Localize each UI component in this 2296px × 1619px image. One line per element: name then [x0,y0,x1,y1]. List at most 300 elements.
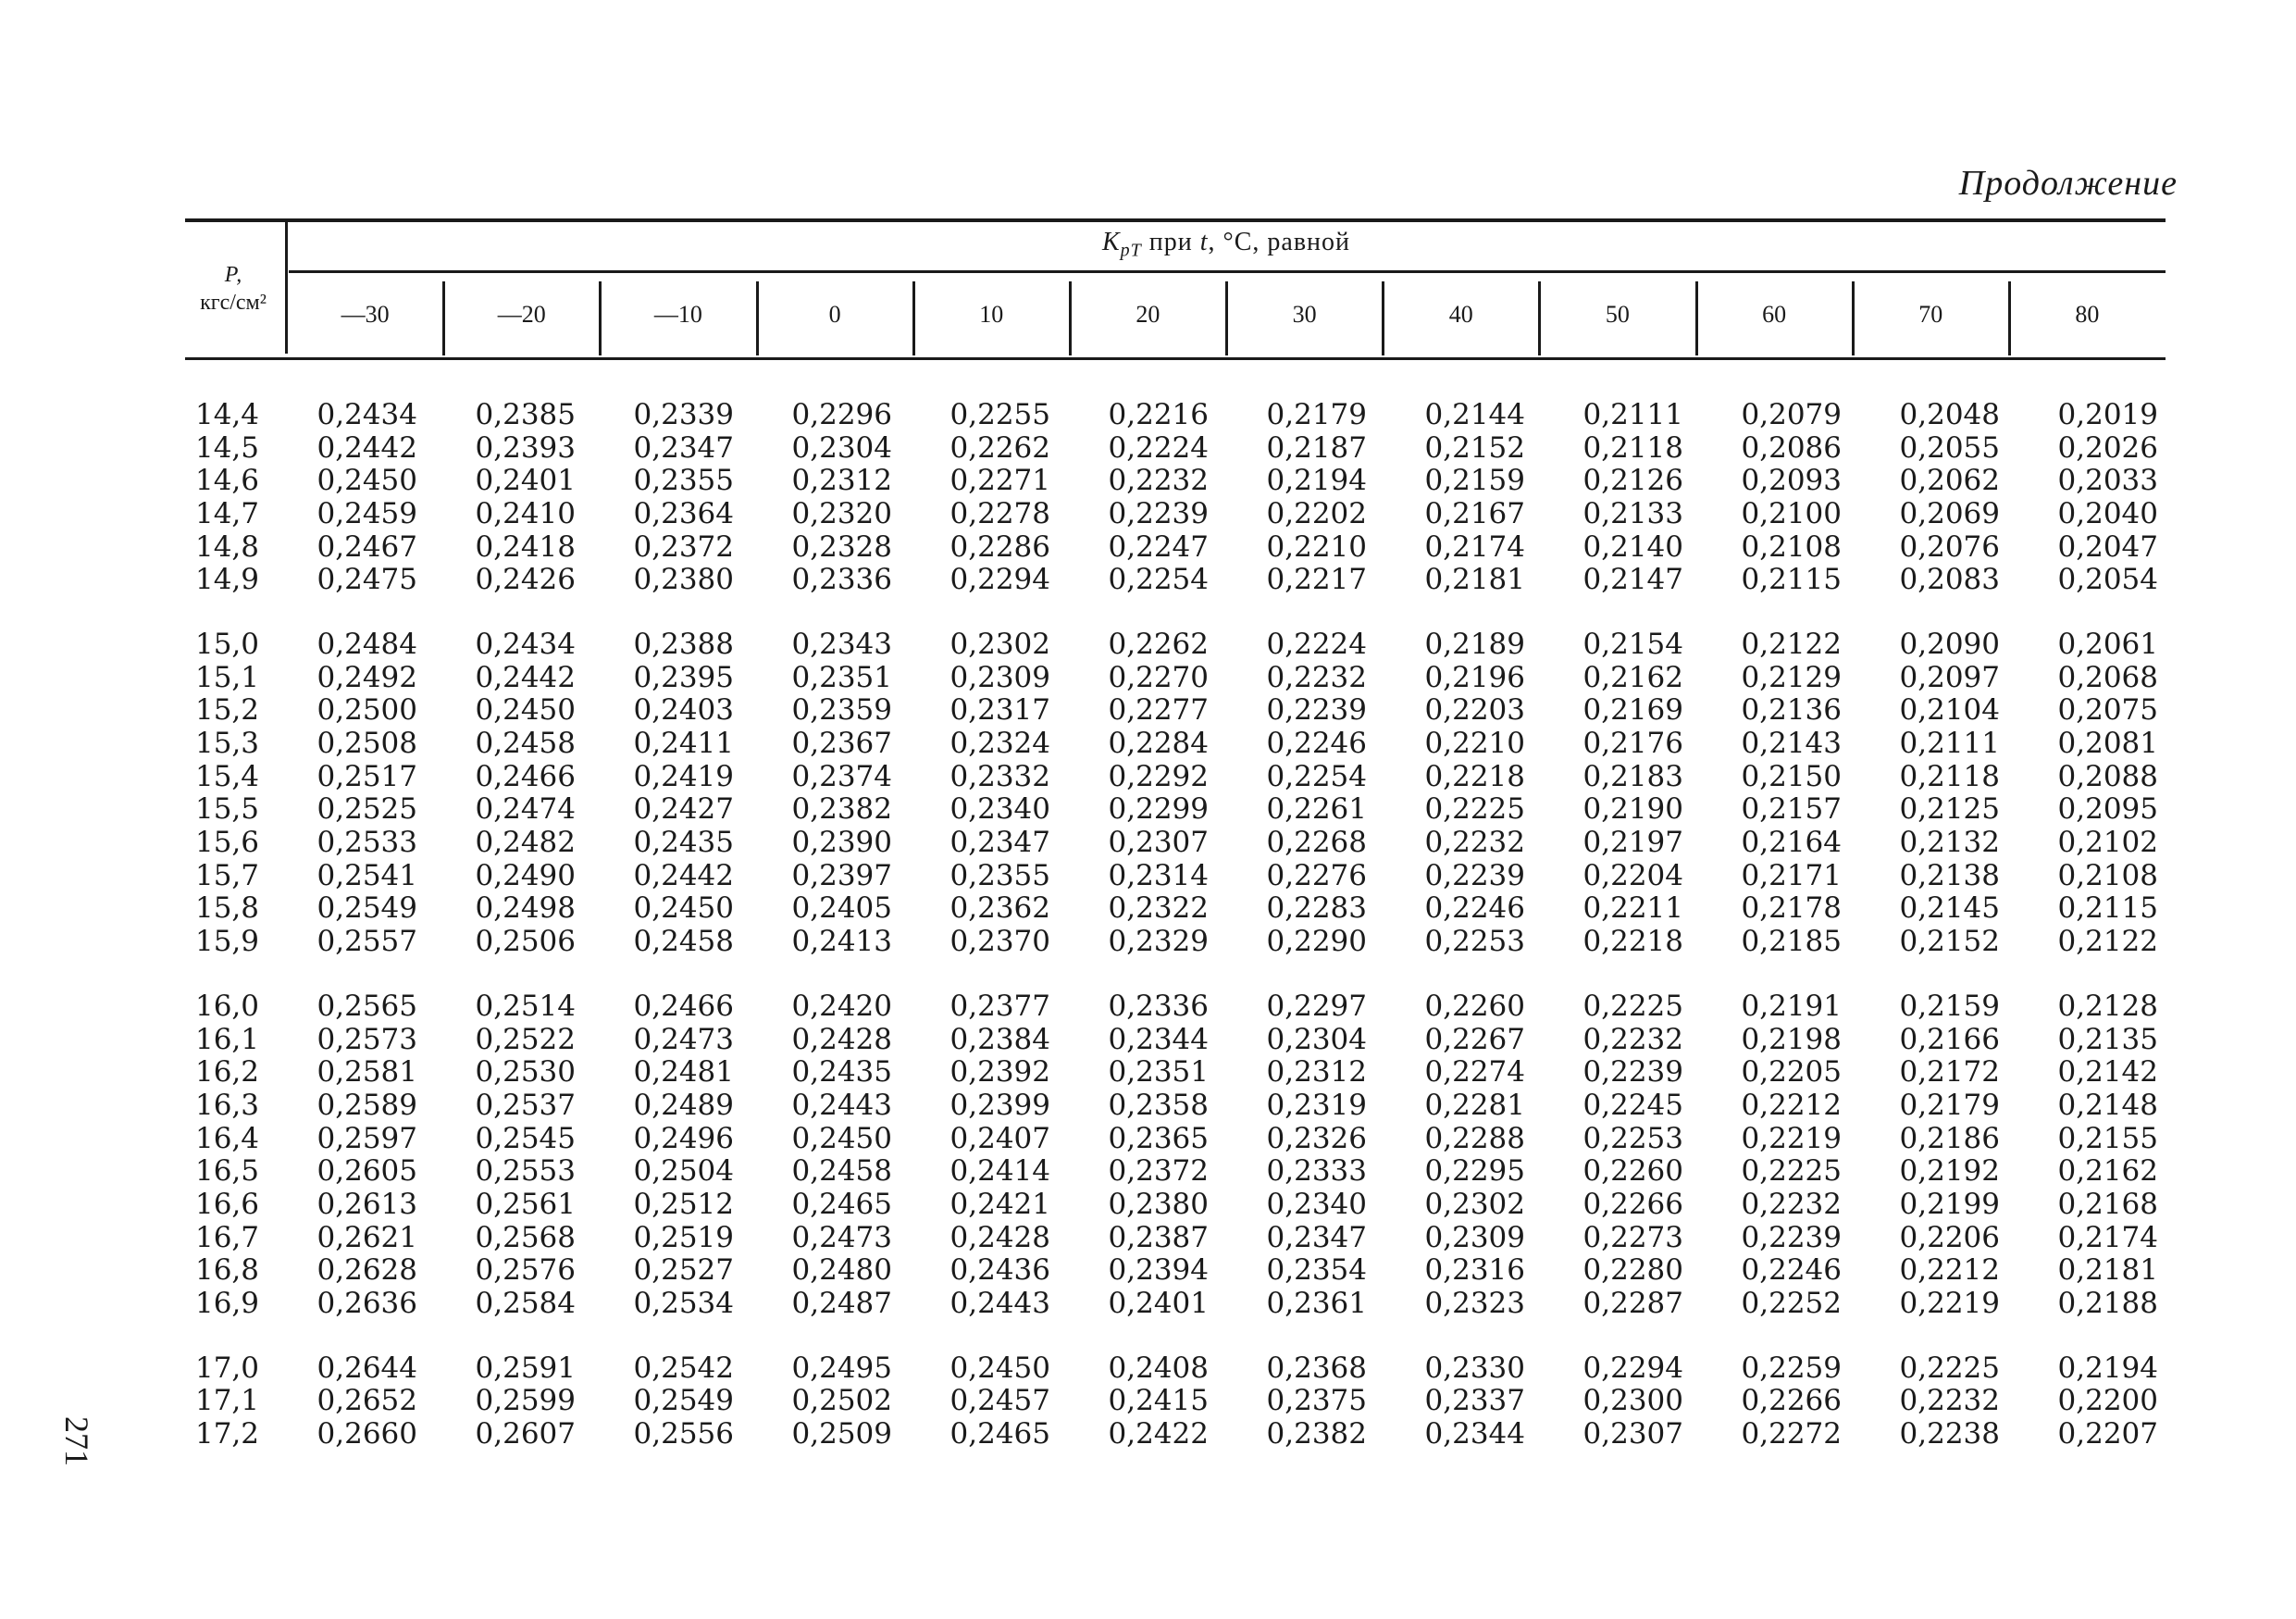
value-cell: 0,2397 [791,858,892,892]
header-column-separator [1069,281,1072,355]
value-cell: 0,2474 [475,792,576,827]
value-cell: 0,2260 [1424,989,1525,1023]
table-row [185,1351,2166,1385]
row-group [185,990,2166,1320]
value-cell: 0,2194 [2057,1351,2158,1385]
value-cell: 0,2181 [1424,563,1525,597]
value-cell: 0,2382 [791,792,892,827]
value-cell: 0,2246 [1741,1253,1842,1288]
value-cell: 0,2102 [2057,826,2158,860]
value-cell: 0,2118 [1582,430,1683,465]
value-cell: 0,2537 [475,1088,576,1122]
value-cell: 0,2545 [475,1121,576,1155]
temperature-header-cell: 0 [828,301,841,328]
value-cell: 0,2159 [1899,989,2000,1023]
value-cell: 0,2181 [2057,1253,2158,1288]
value-cell: 0,2179 [1266,397,1367,431]
pressure-cell: 14,8 [194,529,259,564]
table-row [185,1122,2166,1155]
value-cell: 0,2090 [1899,627,2000,661]
value-cell: 0,2393 [475,430,576,465]
pressure-cell: 15,0 [194,627,259,661]
value-cell: 0,2125 [1899,792,2000,827]
pressure-cell: 16,1 [194,1022,259,1056]
value-cell: 0,2212 [1741,1088,1842,1122]
value-cell: 0,2290 [1266,925,1367,959]
table-row [185,1417,2166,1451]
value-cell: 0,2294 [1582,1351,1683,1385]
pressure-cell: 16,4 [194,1121,259,1155]
value-cell: 0,2232 [1266,660,1367,694]
value-cell: 0,2434 [316,397,417,431]
value-cell: 0,2317 [949,693,1050,728]
value-cell: 0,2204 [1582,858,1683,892]
value-cell: 0,2048 [1899,397,2000,431]
value-cell: 0,2336 [1108,989,1209,1023]
value-cell: 0,2069 [1899,496,2000,530]
value-cell: 0,2413 [791,925,892,959]
value-cell: 0,2385 [475,397,576,431]
value-cell: 0,2299 [1108,792,1209,827]
value-cell: 0,2152 [1899,925,2000,959]
value-cell: 0,2361 [1266,1287,1367,1321]
header-column-separator [1382,281,1384,355]
value-cell: 0,2495 [791,1351,892,1385]
value-cell: 0,2394 [1108,1253,1209,1288]
value-cell: 0,2434 [475,627,576,661]
value-cell: 0,2135 [2057,1022,2158,1056]
value-cell: 0,2185 [1741,925,1842,959]
value-cell: 0,2178 [1741,891,1842,926]
value-cell: 0,2410 [475,496,576,530]
value-cell: 0,2126 [1582,464,1683,498]
value-cell: 0,2362 [949,891,1050,926]
value-cell: 0,2136 [1741,693,1842,728]
pressure-cell: 16,7 [194,1220,259,1254]
value-cell: 0,2365 [1108,1121,1209,1155]
value-cell: 0,2482 [475,826,576,860]
value-cell: 0,2458 [633,925,734,959]
value-cell: 0,2644 [316,1351,417,1385]
value-cell: 0,2255 [949,397,1050,431]
pressure-cell: 16,9 [194,1287,259,1321]
value-cell: 0,2152 [1424,430,1525,465]
value-cell: 0,2232 [1424,826,1525,860]
value-cell: 0,2199 [1899,1187,2000,1221]
value-cell: 0,2266 [1741,1384,1842,1418]
temperature-header-cell: 60 [1762,301,1787,328]
value-cell: 0,2414 [949,1154,1050,1189]
row-group [185,398,2166,596]
value-cell: 0,2304 [791,430,892,465]
value-cell: 0,2512 [633,1187,734,1221]
value-cell: 0,2367 [791,727,892,761]
pressure-cell: 16,6 [194,1187,259,1221]
temperature-header-cell: —20 [497,301,546,328]
value-cell: 0,2387 [1108,1220,1209,1254]
value-cell: 0,2490 [475,858,576,892]
value-cell: 0,2019 [2057,397,2158,431]
value-cell: 0,2401 [475,464,576,498]
value-cell: 0,2533 [316,826,417,860]
value-cell: 0,2225 [1899,1351,2000,1385]
value-cell: 0,2459 [316,496,417,530]
value-cell: 0,2525 [316,792,417,827]
value-cell: 0,2418 [475,529,576,564]
value-cell: 0,2239 [1108,496,1209,530]
value-cell: 0,2522 [475,1022,576,1056]
value-cell: 0,2162 [2057,1154,2158,1189]
value-cell: 0,2187 [1266,430,1367,465]
value-cell: 0,2097 [1899,660,2000,694]
header-column-separator [756,281,759,355]
value-cell: 0,2660 [316,1417,417,1451]
value-cell: 0,2426 [475,563,576,597]
table-row [185,1089,2166,1122]
value-cell: 0,2205 [1741,1055,1842,1090]
value-cell: 0,2273 [1582,1220,1683,1254]
value-cell: 0,2194 [1266,464,1367,498]
value-cell: 0,2481 [633,1055,734,1090]
pressure-cell: 14,7 [194,496,259,530]
value-cell: 0,2549 [316,891,417,926]
value-cell: 0,2294 [949,563,1050,597]
value-cell: 0,2179 [1899,1088,2000,1122]
table-row [185,892,2166,926]
value-cell: 0,2253 [1424,925,1525,959]
value-cell: 0,2203 [1424,693,1525,728]
temperature-header-cell: 50 [1605,301,1630,328]
value-cell: 0,2307 [1108,826,1209,860]
value-cell: 0,2405 [791,891,892,926]
value-cell: 0,2443 [949,1287,1050,1321]
value-cell: 0,2168 [2057,1187,2158,1221]
value-cell: 0,2225 [1741,1154,1842,1189]
value-cell: 0,2162 [1582,660,1683,694]
value-cell: 0,2232 [1582,1022,1683,1056]
value-cell: 0,2167 [1424,496,1525,530]
value-cell: 0,2274 [1424,1055,1525,1090]
value-cell: 0,2326 [1266,1121,1367,1155]
value-cell: 0,2392 [949,1055,1050,1090]
value-cell: 0,2033 [2057,464,2158,498]
value-cell: 0,2395 [633,660,734,694]
value-cell: 0,2496 [633,1121,734,1155]
value-cell: 0,2372 [1108,1154,1209,1189]
value-cell: 0,2372 [633,529,734,564]
value-cell: 0,2442 [633,858,734,892]
value-cell: 0,2573 [316,1022,417,1056]
pressure-cell: 15,1 [194,660,259,694]
pressure-cell: 16,2 [194,1055,259,1090]
value-cell: 0,2344 [1424,1417,1525,1451]
value-cell: 0,2549 [633,1384,734,1418]
header-column-separator [2008,281,2011,355]
value-cell: 0,2169 [1582,693,1683,728]
value-cell: 0,2375 [1266,1384,1367,1418]
value-cell: 0,2450 [633,891,734,926]
pressure-cell: 15,4 [194,759,259,793]
value-cell: 0,2340 [949,792,1050,827]
value-cell: 0,2207 [2057,1417,2158,1451]
pressure-cell: 15,3 [194,727,259,761]
table-row [185,628,2166,661]
value-cell: 0,2475 [316,563,417,597]
value-cell: 0,2355 [949,858,1050,892]
value-cell: 0,2238 [1899,1417,2000,1451]
value-cell: 0,2498 [475,891,576,926]
value-cell: 0,2164 [1741,826,1842,860]
header-column-separator [1538,281,1541,355]
value-cell: 0,2621 [316,1220,417,1254]
temperature-header-row [287,272,2166,357]
header-column-separator [912,281,915,355]
value-cell: 0,2450 [316,464,417,498]
value-cell: 0,2232 [1741,1187,1842,1221]
value-cell: 0,2384 [949,1022,1050,1056]
value-cell: 0,2154 [1582,627,1683,661]
value-cell: 0,2351 [791,660,892,694]
value-cell: 0,2288 [1424,1121,1525,1155]
value-cell: 0,2307 [1582,1417,1683,1451]
table-row [185,431,2166,465]
value-cell: 0,2140 [1582,529,1683,564]
value-cell: 0,2581 [316,1055,417,1090]
value-cell: 0,2368 [1266,1351,1367,1385]
value-cell: 0,2245 [1582,1088,1683,1122]
value-cell: 0,2260 [1582,1154,1683,1189]
pressure-symbol: Р, [224,263,242,287]
value-cell: 0,2450 [791,1121,892,1155]
value-cell: 0,2093 [1741,464,1842,498]
table-body [185,398,2166,1482]
value-cell: 0,2390 [791,826,892,860]
value-cell: 0,2172 [1899,1055,2000,1090]
value-cell: 0,2553 [475,1154,576,1189]
pressure-cell: 15,6 [194,826,259,860]
value-cell: 0,2364 [633,496,734,530]
value-cell: 0,2443 [791,1088,892,1122]
value-cell: 0,2262 [949,430,1050,465]
value-cell: 0,2166 [1899,1022,2000,1056]
value-cell: 0,2054 [2057,563,2158,597]
value-cell: 0,2422 [1108,1417,1209,1451]
value-cell: 0,2254 [1108,563,1209,597]
table-row [185,1188,2166,1221]
value-cell: 0,2309 [949,660,1050,694]
table-row [185,398,2166,431]
value-cell: 0,2026 [2057,430,2158,465]
value-cell: 0,2458 [475,727,576,761]
pressure-cell: 14,6 [194,464,259,498]
value-cell: 0,2271 [949,464,1050,498]
value-cell: 0,2253 [1582,1121,1683,1155]
value-cell: 0,2351 [1108,1055,1209,1090]
value-cell: 0,2095 [2057,792,2158,827]
value-cell: 0,2428 [949,1220,1050,1254]
table-row [185,530,2166,564]
header-column-separator [1225,281,1228,355]
value-cell: 0,2210 [1424,727,1525,761]
value-cell: 0,2219 [1741,1121,1842,1155]
value-cell: 0,2314 [1108,858,1209,892]
value-cell: 0,2276 [1266,858,1367,892]
value-cell: 0,2316 [1424,1253,1525,1288]
value-cell: 0,2411 [633,727,734,761]
table-row [185,793,2166,827]
value-cell: 0,2155 [2057,1121,2158,1155]
value-cell: 0,2115 [1741,563,1842,597]
value-cell: 0,2358 [1108,1088,1209,1122]
pressure-cell: 17,2 [194,1417,259,1451]
pressure-cell: 16,8 [194,1253,259,1288]
table-row [185,563,2166,596]
value-cell: 0,2122 [2057,925,2158,959]
value-cell: 0,2504 [633,1154,734,1189]
table-row [185,694,2166,728]
value-cell: 0,2088 [2057,759,2158,793]
value-cell: 0,2450 [949,1351,1050,1385]
value-cell: 0,2284 [1108,727,1209,761]
value-cell: 0,2075 [2057,693,2158,728]
value-cell: 0,2506 [475,925,576,959]
table-row [185,464,2166,497]
value-cell: 0,2118 [1899,759,2000,793]
value-cell: 0,2401 [1108,1287,1209,1321]
value-cell: 0,2541 [316,858,417,892]
krt-rest: , °С, равной [1208,228,1351,256]
value-cell: 0,2514 [475,989,576,1023]
value-cell: 0,2415 [1108,1384,1209,1418]
value-cell: 0,2344 [1108,1022,1209,1056]
value-cell: 0,2145 [1899,891,2000,926]
value-cell: 0,2355 [633,464,734,498]
value-cell: 0,2435 [791,1055,892,1090]
value-cell: 0,2337 [1424,1384,1525,1418]
temperature-header-cell: 40 [1448,301,1473,328]
value-cell: 0,2492 [316,660,417,694]
value-cell: 0,2079 [1741,397,1842,431]
value-cell: 0,2380 [1108,1187,1209,1221]
value-cell: 0,2304 [1266,1022,1367,1056]
pressure-cell: 16,3 [194,1088,259,1122]
value-cell: 0,2040 [2057,496,2158,530]
value-cell: 0,2508 [316,727,417,761]
value-cell: 0,2108 [2057,858,2158,892]
value-cell: 0,2062 [1899,464,2000,498]
value-cell: 0,2286 [949,529,1050,564]
value-cell: 0,2218 [1582,925,1683,959]
row-group [185,628,2166,958]
table-row [185,859,2166,892]
value-cell: 0,2517 [316,759,417,793]
header-column-separator [599,281,602,355]
value-cell: 0,2509 [791,1417,892,1451]
value-cell: 0,2652 [316,1384,417,1418]
temperature-header-cell: 80 [2075,301,2100,328]
value-cell: 0,2266 [1582,1187,1683,1221]
value-cell: 0,2408 [1108,1351,1209,1385]
value-cell: 0,2556 [633,1417,734,1451]
pressure-column-header [181,261,285,317]
value-cell: 0,2421 [949,1187,1050,1221]
table-row [185,1221,2166,1254]
krt-subscript: рТ [1120,240,1142,261]
value-cell: 0,2122 [1741,627,1842,661]
value-cell: 0,2239 [1741,1220,1842,1254]
value-cell: 0,2613 [316,1187,417,1221]
value-cell: 0,2435 [633,826,734,860]
value-cell: 0,2081 [2057,727,2158,761]
value-cell: 0,2502 [791,1384,892,1418]
value-cell: 0,2200 [2057,1384,2158,1418]
value-cell: 0,2382 [1266,1417,1367,1451]
krt-symbol: K [1101,228,1121,256]
value-cell: 0,2527 [633,1253,734,1288]
value-cell: 0,2218 [1424,759,1525,793]
header-bottom-rule [185,357,2166,360]
value-cell: 0,2191 [1741,989,1842,1023]
krt-t: t [1199,228,1209,256]
pressure-cell: 16,0 [194,989,259,1023]
value-cell: 0,2197 [1582,826,1683,860]
value-cell: 0,2232 [1108,464,1209,498]
value-cell: 0,2270 [1108,660,1209,694]
value-cell: 0,2467 [316,529,417,564]
value-cell: 0,2262 [1108,627,1209,661]
value-cell: 0,2254 [1266,759,1367,793]
value-cell: 0,2597 [316,1121,417,1155]
value-cell: 0,2278 [949,496,1050,530]
value-cell: 0,2336 [791,563,892,597]
value-cell: 0,2347 [949,826,1050,860]
value-cell: 0,2190 [1582,792,1683,827]
value-cell: 0,2176 [1582,727,1683,761]
temperature-header-cell: —10 [653,301,702,328]
value-cell: 0,2202 [1266,496,1367,530]
value-cell: 0,2339 [633,397,734,431]
value-cell: 0,2100 [1741,496,1842,530]
krt-text: при [1141,228,1200,256]
value-cell: 0,2196 [1424,660,1525,694]
table-top-rule [185,218,2166,222]
value-cell: 0,2171 [1741,858,1842,892]
value-cell: 0,2246 [1266,727,1367,761]
value-cell: 0,2198 [1741,1022,1842,1056]
value-cell: 0,2047 [2057,529,2158,564]
temperature-header-cell: 70 [1918,301,1943,328]
value-cell: 0,2329 [1108,925,1209,959]
value-cell: 0,2083 [1899,563,2000,597]
value-cell: 0,2296 [791,397,892,431]
pressure-cell: 15,5 [194,792,259,827]
value-cell: 0,2427 [633,792,734,827]
value-cell: 0,2465 [791,1187,892,1221]
value-cell: 0,2312 [791,464,892,498]
value-cell: 0,2128 [2057,989,2158,1023]
value-cell: 0,2183 [1582,759,1683,793]
value-cell: 0,2239 [1424,858,1525,892]
value-cell: 0,2403 [633,693,734,728]
value-cell: 0,2186 [1899,1121,2000,1155]
value-cell: 0,2419 [633,759,734,793]
value-cell: 0,2280 [1582,1253,1683,1288]
value-cell: 0,2210 [1266,529,1367,564]
table-row [185,1154,2166,1188]
temperature-header-cell: 30 [1292,301,1317,328]
header-column-separator [1852,281,1855,355]
value-cell: 0,2584 [475,1287,576,1321]
